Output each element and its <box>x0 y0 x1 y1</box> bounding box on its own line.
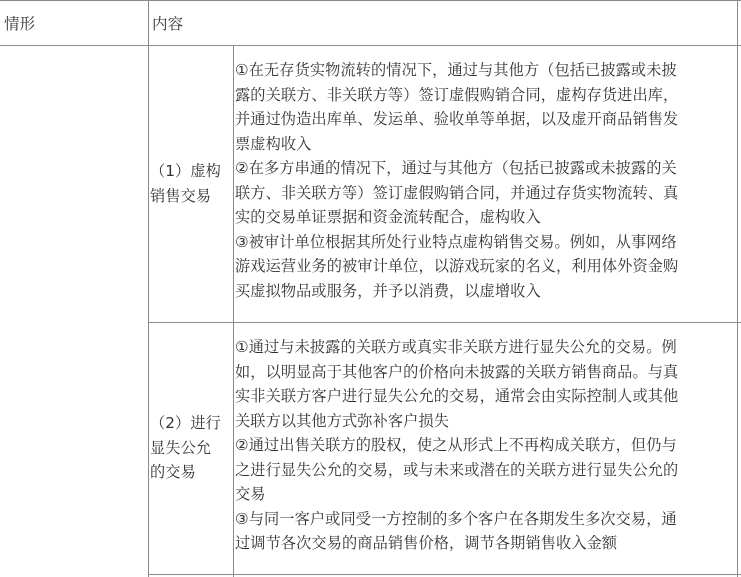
row-content <box>235 335 678 556</box>
row-label-line: （2）进行 <box>150 414 221 432</box>
column-divider-2 <box>233 45 234 577</box>
content-line: 交易 <box>235 485 266 503</box>
content-line: ③与同一客户或同受一方控制的多个客户在各期发生多次交易，通 <box>235 509 677 528</box>
row-label-line: 销售交易 <box>150 186 212 205</box>
header-content: 内容 <box>152 15 184 33</box>
content-line: ③被审计单位根据其所处行业特点虚构销售交易。例如，从事网络 <box>235 232 677 251</box>
row-label-line: （1）虚构 <box>150 162 221 180</box>
content-line: 买虚拟物品或服务，并予以消费，以虚增收入 <box>235 281 541 300</box>
header-situation: 情形 <box>4 15 36 33</box>
content-line: 如，以明显高于其他客户的价格向未披露的关联方销售商品。与真 <box>235 362 679 381</box>
row-divider <box>148 322 741 323</box>
column-divider-1 <box>148 0 149 577</box>
content-line: ①通过与未披露的关联方或真实非关联方进行显失公允的交易。例 <box>235 338 677 356</box>
table-border-top <box>0 0 741 1</box>
row-label-line: 的交易 <box>150 463 196 481</box>
content-line: 票虚构收入 <box>235 134 312 153</box>
content-line: ①在无存货实物流转的情况下，通过与其他方（包括已披露或未披 <box>235 61 677 79</box>
content-line: ②在多方串通的情况下，通过与其他方（包括已披露或未披露的关 <box>235 159 677 177</box>
row-label-line: 显失公允 <box>150 438 212 457</box>
content-line: 过调节各次交易的商品销售价格，调节各期销售收入金额 <box>235 534 618 552</box>
content-line: ②通过出售关联方的股权，使之从形式上不再构成关联方，但仍与 <box>235 436 677 454</box>
header-divider <box>0 45 741 46</box>
row-label <box>150 159 221 208</box>
content-line: 游戏运营业务的被审计单位，以游戏玩家的名义，利用体外资金购 <box>235 257 679 275</box>
table-border-right <box>737 0 738 577</box>
content-line: 关联方以其他方式弥补客户损失 <box>235 411 450 430</box>
row-content <box>235 58 678 303</box>
content-line: 并通过伪造出库单、发运单、验收单等单据，以及虚开商品销售发 <box>235 110 679 128</box>
content-line: 联方、非关联方等）签订虚假购销合同，并通过存货实物流转、真 <box>235 183 679 202</box>
row-divider-bottom <box>148 574 741 575</box>
content-line: 实非关联方客户进行显失公允的交易，通常会由实际控制人或其他 <box>235 387 679 405</box>
row-label <box>150 411 221 485</box>
content-line: 之进行显失公允的交易，或与未来或潜在的关联方进行显失公允的 <box>235 460 679 479</box>
content-line: 实的交易单证票据和资金流转配合，虚构收入 <box>235 208 541 226</box>
content-line: 露的关联方、非关联方等）签订虚假购销合同，虚构存货进出库， <box>235 85 679 104</box>
